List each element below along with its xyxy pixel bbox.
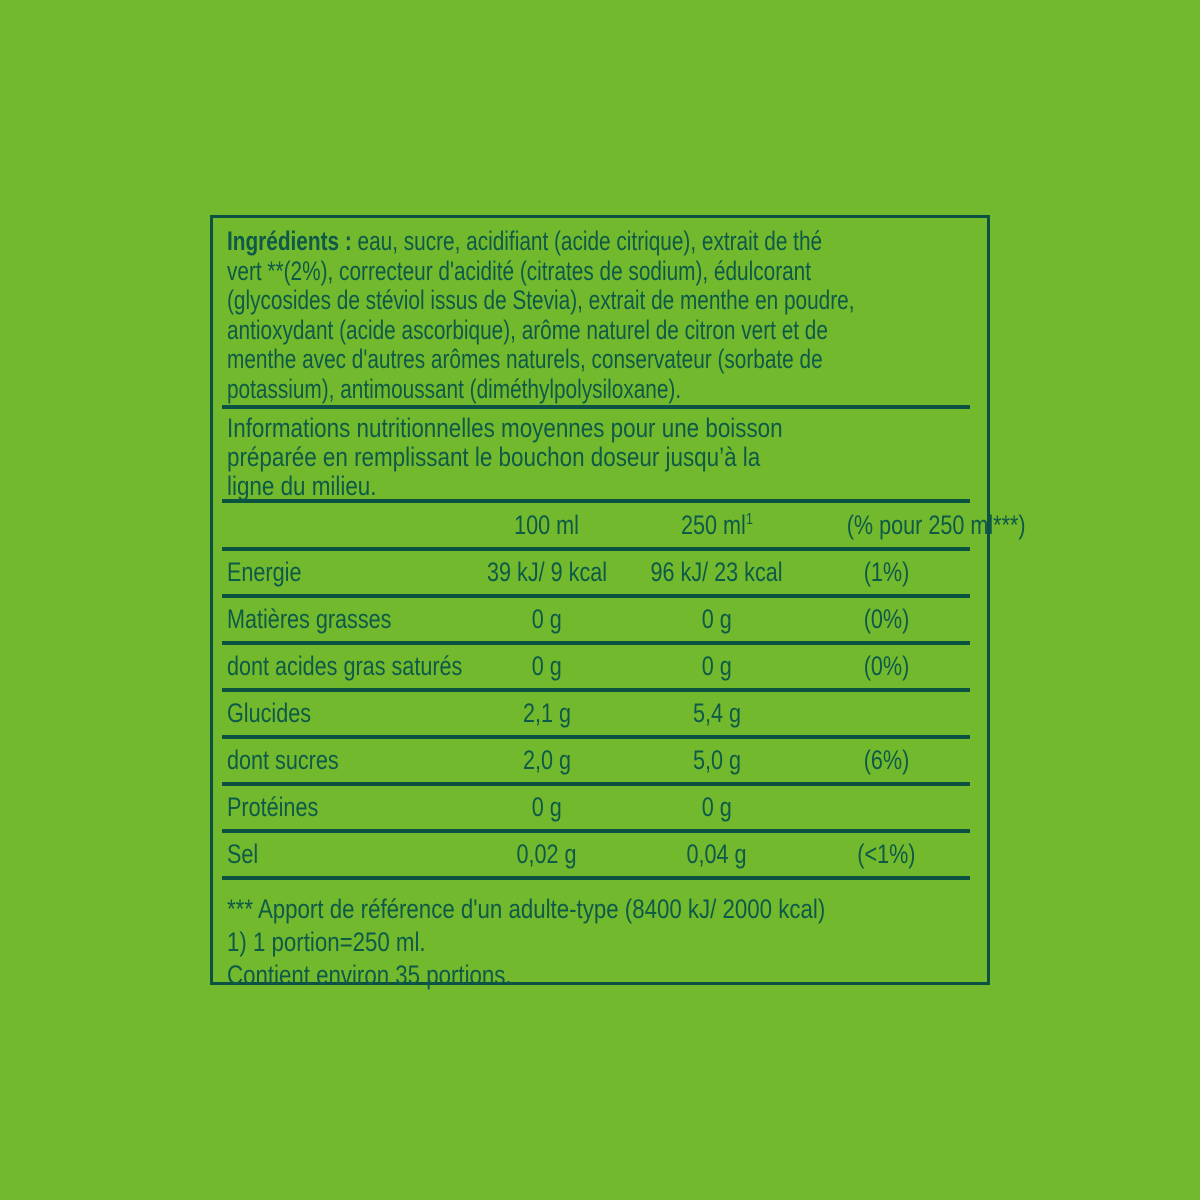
value-100ml: 39 kJ/ 9 kcal: [486, 557, 608, 587]
intro-line: Informations nutritionnelles moyennes pour une boisson: [227, 413, 783, 443]
value-100ml: 0 g: [531, 651, 563, 681]
row-label: Protéines: [227, 792, 319, 822]
ingredients-section: [213, 218, 987, 405]
nutrition-row-sel: [213, 833, 987, 876]
value-250ml: 0 g: [701, 651, 733, 681]
footnote-ref-superscript: 1: [745, 510, 753, 528]
value-250ml: 5,0 g: [692, 745, 742, 775]
ingredients-line: antioxydant (acide ascorbique), arôme naturel de citron vert et de: [227, 314, 828, 345]
nutrition-row-matieres-grasses: [213, 598, 987, 641]
ingredients-line: (glycosides de stéviol issus de Stevia), extrait de menthe en poudre,: [227, 285, 855, 316]
ingredients-heading: Ingrédients :: [227, 226, 352, 256]
value-percent: (0%): [863, 651, 910, 681]
nutrition-label-box: [210, 215, 1026, 990]
intro-line: préparée en remplissant le bouchon doseur jusqu’à la: [227, 441, 761, 472]
value-percent: (6%): [863, 745, 910, 775]
nutrition-row-acides-gras-satures: [213, 645, 987, 688]
footnote-reference-intake: *** Apport de référence d'un adulte-type (8400 kJ/ 2000 kcal): [227, 894, 826, 924]
nutrition-row-energie: [213, 551, 987, 594]
row-label: dont acides gras saturés: [227, 651, 463, 681]
nutrition-row-proteines: [213, 786, 987, 829]
footnotes-section: [213, 880, 987, 992]
footnote-portions-count: Contient environ 35 portions.: [227, 960, 512, 990]
value-100ml: 0 g: [531, 604, 563, 634]
value-250ml: 0,04 g: [686, 839, 748, 869]
header-percent: (% pour 250 ml***): [846, 509, 1026, 540]
ingredients-line: menthe avec d'autres arômes naturels, conservateur (sorbate de: [227, 344, 823, 375]
header-100ml: 100 ml: [514, 509, 580, 540]
value-percent: (0%): [863, 604, 910, 634]
value-percent: (<1%): [857, 839, 916, 869]
nutrition-row-glucides: [213, 692, 987, 735]
value-250ml: 5,4 g: [692, 698, 742, 728]
row-label: Matières grasses: [227, 604, 392, 634]
value-percent: (1%): [863, 557, 910, 587]
row-label: dont sucres: [227, 745, 339, 775]
value-100ml: 0,02 g: [516, 839, 578, 869]
footnote-portion: 1) 1 portion=250 ml.: [227, 927, 426, 957]
ingredients-line: potassium), antimoussant (diméthylpolysiloxane).: [227, 373, 682, 404]
intro-line: ligne du milieu.: [227, 470, 377, 501]
row-label: Glucides: [227, 698, 312, 728]
value-250ml: 96 kJ/ 23 kcal: [650, 557, 784, 587]
value-100ml: 0 g: [531, 792, 563, 822]
value-100ml: 2,1 g: [522, 698, 572, 728]
ingredients-text: eau, sucre, acidifiant (acide citrique), extrait de thé: [357, 226, 823, 256]
row-label: Energie: [227, 557, 302, 587]
value-250ml: 0 g: [701, 792, 733, 822]
header-250ml: 250 $ml^1$: [681, 509, 753, 540]
value-250ml: 0 g: [701, 604, 733, 634]
value-100ml: 2,0 g: [522, 745, 572, 775]
row-label: Sel: [227, 839, 259, 869]
table-header-row: [213, 503, 1026, 547]
ingredients-line: [227, 226, 823, 257]
nutrition-row-sucres: [213, 739, 987, 782]
nutrition-intro: [213, 409, 987, 499]
ingredients-line: vert **(2%), correcteur d'acidité (citrates de sodium), édulcorant: [227, 255, 812, 286]
